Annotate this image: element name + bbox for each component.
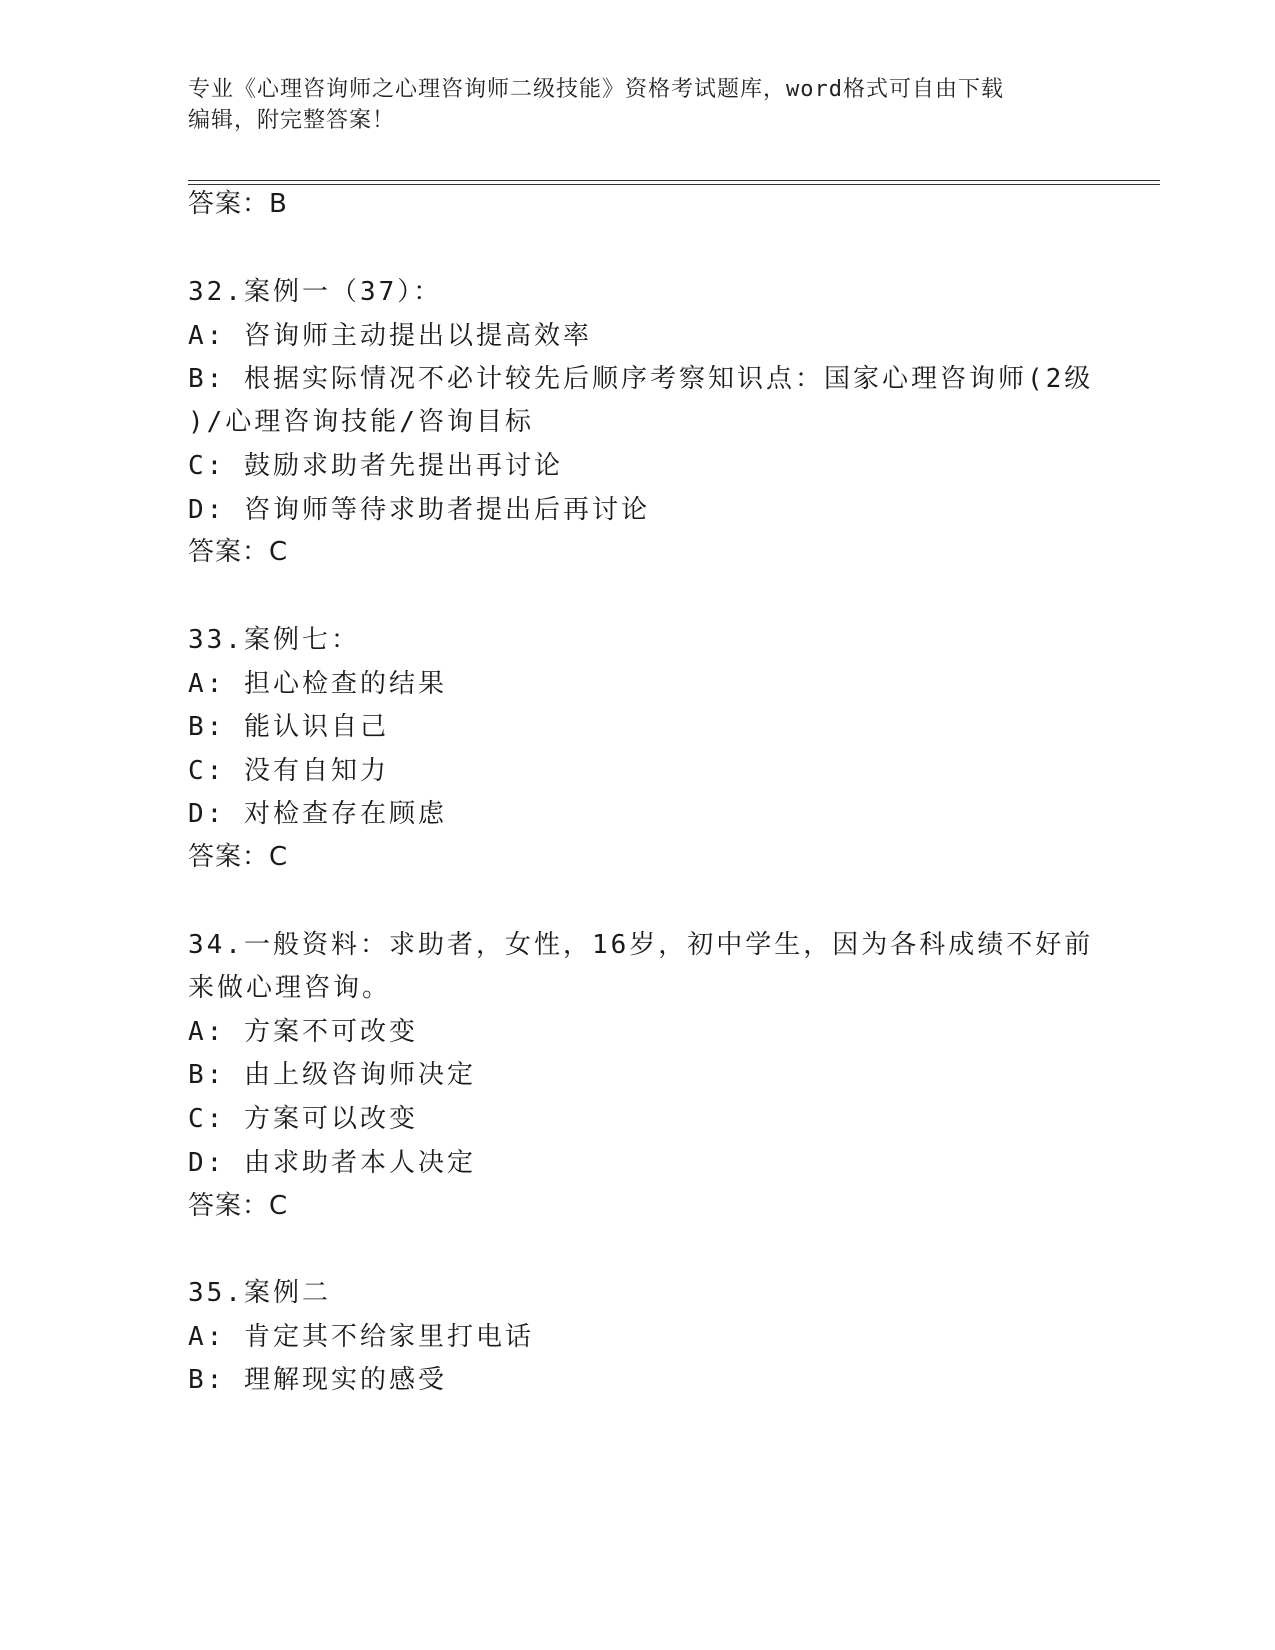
question-35-stem: 35.案例二 [188,1278,331,1308]
question-32-option-b-cont: )/心理咨询技能/咨询目标 [188,407,534,437]
header-line-2: 编辑，附完整答案！ [188,108,396,133]
question-34-option-a: A: 方案不可改变 [188,1017,418,1047]
question-33-option-d: D: 对检查存在顾虑 [188,799,447,829]
question-35-option-b: B: 理解现实的感受 [188,1365,447,1395]
header-line-1: 专业《心理咨询师之心理咨询师二级技能》资格考试题库，word格式可自由下载 [188,77,1004,102]
question-32-option-a: A: 咨询师主动提出以提高效率 [188,321,592,351]
question-35-option-a: A: 肯定其不给家里打电话 [188,1322,534,1352]
question-34-stem: 34.一般资料：求助者，女性，16岁，初中学生，因为各科成绩不好前 [188,930,1094,960]
question-34-option-d: D: 由求助者本人决定 [188,1148,476,1178]
question-32-answer: 答案：C [188,537,289,567]
question-32-stem: 32.案例一（37）： [188,277,443,307]
question-32-option-b: B: 根据实际情况不必计较先后顺序考察知识点：国家心理咨询师(2级 [188,364,1094,394]
question-33-option-a: A: 担心检查的结果 [188,669,447,699]
previous-answer: 答案：B [188,189,288,219]
question-34-stem-cont: 来做心理咨询。 [188,973,392,1003]
question-33-answer: 答案：C [188,842,289,872]
question-34-option-c: C: 方案可以改变 [188,1104,418,1134]
question-33-option-c: C: 没有自知力 [188,756,389,786]
question-34-answer: 答案：C [188,1191,289,1221]
page-header [188,74,1088,136]
question-34-option-b: B: 由上级咨询师决定 [188,1060,476,1090]
question-32-option-c: C: 鼓励求助者先提出再讨论 [188,451,563,481]
header-rule-bottom [188,184,1160,185]
question-33-stem: 33.案例七： [188,625,360,655]
question-33-option-b: B: 能认识自己 [188,712,389,742]
question-32-option-d: D: 咨询师等待求助者提出后再讨论 [188,495,650,525]
header-rule-top [188,180,1160,181]
